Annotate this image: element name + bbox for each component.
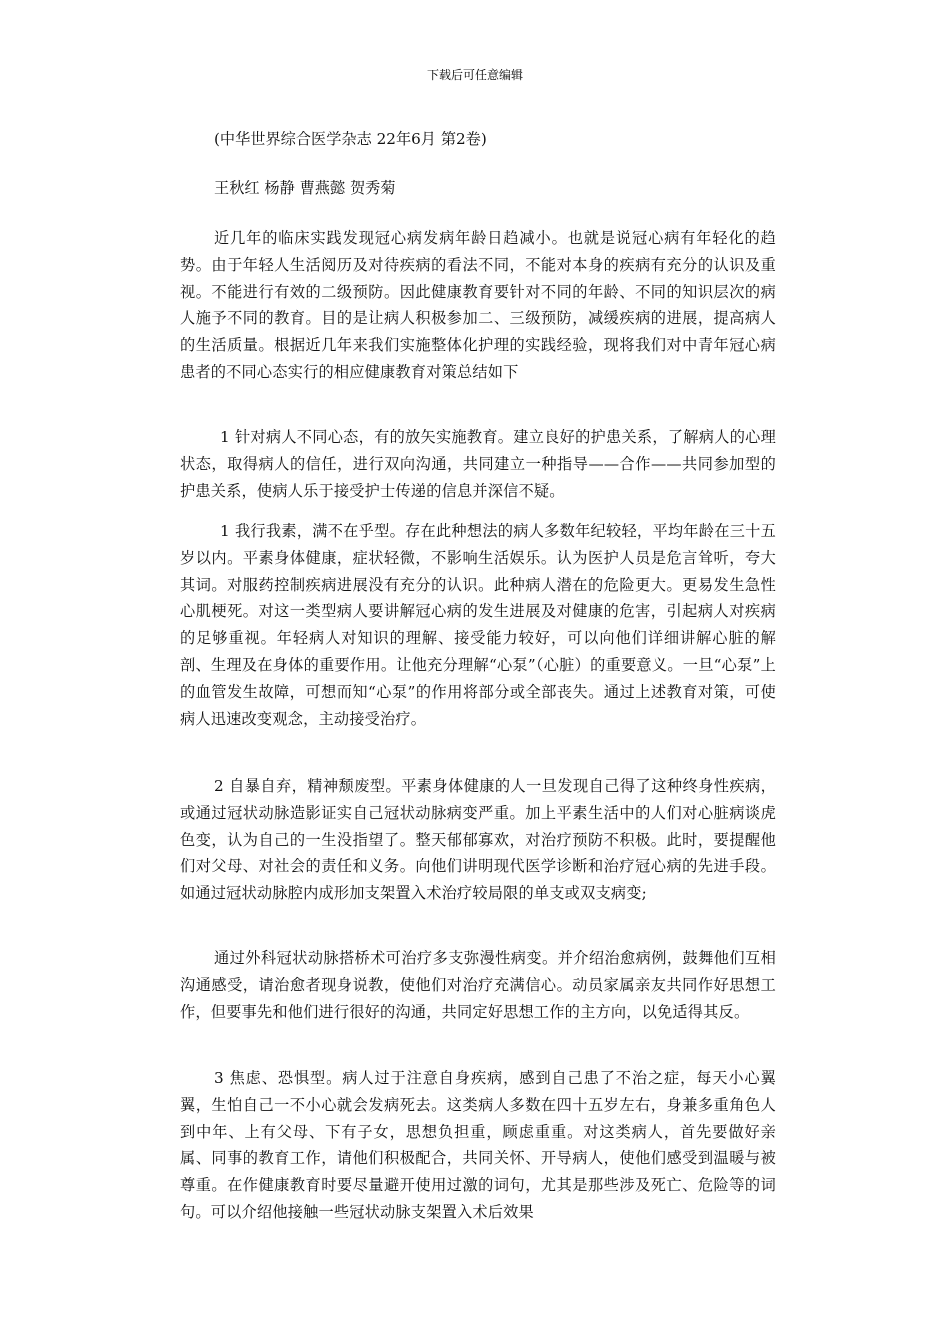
download-note: 下载后可任意编辑 [426, 68, 523, 82]
section-1-paragraph: 1 针对病人不同心态，有的放矢实施教育。建立良好的护患关系，了解病人的心理状态，取得病人的信任，进行双向沟通，共同建立一种指导——合作——共同参加型的护患关系，使病人乐于接受护士传递的信息并深信不疑。 [180, 428, 776, 500]
author-list: 王秋红 杨静 曹燕懿 贺秀菊 [214, 179, 396, 197]
type-3-paragraph: 3 焦虑、恐惧型。病人过于注意自身疾病，感到自己患了不治之症，每天小心翼翼，生怕自己一不小心就会发病死去。这类病人多数在四十五岁左右，身兼多重角色人到中年、上有父母、下有子女，思想负担重，顾虑重重。对这类病人，首先要做好亲属、同事的教育工作，请他们积极配合，共同关怀、开导病人，使他们感受到温暖与被尊重。在作健康教育时要尽量避开使用过激的词句，尤其是那些涉及死亡、危险等的词句。可以介绍他接触一些冠状动脉支架置入术后效果 [180, 1069, 776, 1221]
type-1-paragraph: 1 我行我素，满不在乎型。存在此种想法的病人多数年纪较轻，平均年龄在三十五岁以内。平素身体健康，症状轻微，不影响生活娱乐。认为医护人员是危言耸听，夸大其词。对服药控制疾病进展没有充分的认识。此种病人潜在的危险更大。更易发生急性心肌梗死。对这一类型病人要讲解冠心病的发生进展及对健康的危害，引起病人对疾病的足够重视。年轻病人对知识的理解、接受能力较好，可以向他们详细讲解心脏的解剖、生理及在身体的重要作用。让他充分理解“心泵”（心脏）的重要意义。一旦“心泵”上的血管发生故障，可想而知“心泵”的作用将部分或全部丧失。通过上述教育对策，可使病人迅速改变观念，主动接受治疗。 [180, 522, 776, 728]
journal-citation: (中华世界综合医学杂志 22年6月 第2卷) [214, 130, 487, 148]
intro-paragraph: 近几年的临床实践发现冠心病发病年龄日趋减小。也就是说冠心病有年轻化的趋势。由于年轻人生活阅历及对待疾病的看法不同，不能对本身的疾病有充分的认识及重视。不能进行有效的二级预防。因此健康教育要针对不同的年龄、不同的知识层次的病人施予不同的教育。目的是让病人积极参加二、三级预防，减缓疾病的进展，提高病人的生活质量。根据近几年来我们实施整体化护理的实践经验，现将我们对中青年冠心病患者的不同心态实行的相应健康教育对策总结如下 [180, 229, 776, 381]
surgery-paragraph: 通过外科冠状动脉搭桥术可治疗多支弥漫性病变。并介绍治愈病例，鼓舞他们互相沟通感受，请治愈者现身说教，使他们对治疗充满信心。动员家属亲友共同作好思想工作，但要事先和他们进行很好的沟通，共同定好思想工作的主方向，以免适得其反。 [180, 949, 776, 1021]
type-2-paragraph: 2 自暴自弃，精神颓废型。平素身体健康的人一旦发现自己得了这种终身性疾病，或通过冠状动脉造影证实自己冠状动脉病变严重。加上平素生活中的人们对心脏病谈虎色变，认为自己的一生没指望了。整天郁郁寡欢，对治疗预防不积极。此时，要提醒他们对父母、对社会的责任和义务。向他们讲明现代医学诊断和治疗冠心病的先进手段。如通过冠状动脉腔内成形加支架置入术治疗较局限的单支或双支病变; [180, 777, 776, 903]
